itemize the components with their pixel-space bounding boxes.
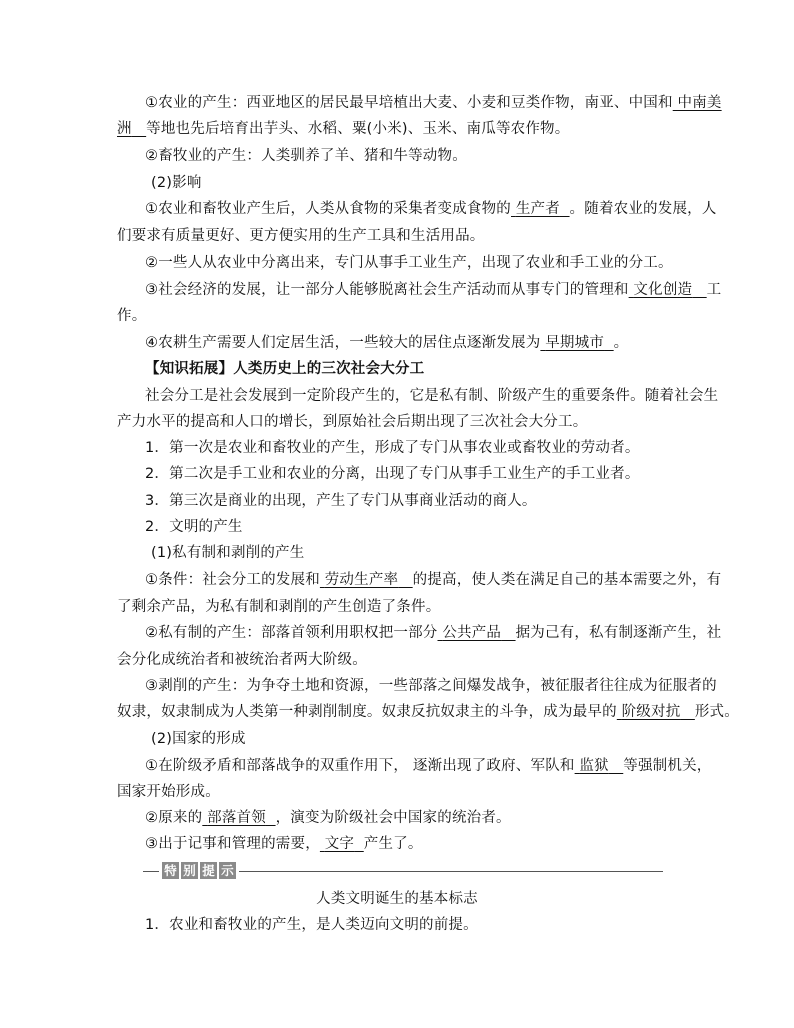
paragraph-animal-husbandry: ②畜牧业的产生：人类驯养了羊、猪和牛等动物。 (145, 148, 467, 164)
answer-blank: 监狱 (579, 758, 609, 774)
paragraph-conditions-cont: 了剩余产品，为私有制和剥削的产生创造了条件。 (117, 599, 441, 615)
paragraph-early-cities: ④农耕生产需要人们定居生活，一些较大的居住点逐渐发展为 早期城市 。 (145, 335, 629, 351)
paragraph-agriculture-origin-cont: 洲 等地也先后培育出芋头、水稻、粟(小米)、玉米、南瓜等农作物。 (117, 121, 570, 137)
knowledge-extension-title: 【知识拓展】人类历史上的三次社会大分工 (145, 361, 425, 377)
answer-blank: 文化创造 (633, 282, 693, 298)
special-tip-banner (143, 862, 663, 882)
paragraph-state-organs: ①在阶级矛盾和部落战争的双重作用下， 逐渐出现了政府、军队和 监狱 等强制机关， (145, 758, 712, 774)
tip-badge-char: 别 (181, 862, 198, 879)
answer-blank: 文字 (324, 836, 355, 852)
heading-state-formation: (2)国家的形成 (151, 731, 246, 747)
answer-blank: 公共产品 (442, 625, 502, 641)
paragraph-exploitation-cont: 奴隶，奴隶制成为人类第一种剥削制度。奴隶反抗奴隶主的斗争，成为最早的 阶级对抗 形式。 (117, 704, 739, 720)
section-civilization-origin: 2．文明的产生 (145, 519, 243, 535)
paragraph-state-organs-cont: 国家开始形成。 (117, 784, 220, 800)
answer-blank: 中南美 (677, 95, 722, 111)
extension-item-1: 1．第一次是农业和畜牧业的产生，形成了专门从事农业或畜牧业的劳动者。 (145, 440, 640, 456)
paragraph-tribal-chiefs: ②原来的 部落首领 ，演变为阶级社会中国家的统治者。 (145, 810, 511, 826)
answer-blank: 生产者 (515, 201, 560, 217)
paragraph-conditions: ①条件：社会分工的发展和 劳动生产率 的提高，使人类在满足自己的基本需要之外，有 (145, 572, 722, 588)
paragraph-private-ownership: ②私有制的产生：部落首领利用职权把一部分 公共产品 据为己有，私有制逐渐产生，社 (145, 625, 722, 641)
paragraph-agriculture-origin: ①农业的产生：西亚地区的居民最早培植出大麦、小麦和豆类作物，南亚、中国和 中南美 (145, 95, 722, 111)
paragraph-culture-creation: ③社会经济的发展，让一部分人能够脱离社会生产活动而从事专门的管理和 文化创造 工 (145, 282, 722, 298)
paragraph-culture-creation-cont: 作。 (117, 308, 147, 324)
tip-badge-char: 提 (200, 862, 217, 879)
answer-blank: 部落首领 (207, 810, 266, 826)
paragraph-division-labor: ②一些人从农业中分离出来，专门从事手工业生产，出现了农业和手工业的分工。 (145, 255, 673, 271)
answer-blank: 早期城市 (545, 335, 605, 351)
paragraph-producer-cont: 们要求有质量更好、更方便实用的生产工具和生活用品。 (117, 228, 485, 244)
special-tip-badge (159, 862, 239, 880)
answer-blank: 劳动生产率 (324, 572, 399, 588)
divider-lead (143, 864, 157, 878)
paragraph-writing: ③出于记事和管理的需要， 文字 产生了。 (145, 836, 423, 852)
extension-intro: 社会分工是社会发展到一定阶段产生的，它是私有制、阶级产生的重要条件。随着社会生 (145, 388, 719, 404)
extension-item-2: 2．第二次是手工业和农业的分离，出现了专门从事手工业生产的手工业者。 (145, 466, 640, 482)
tip-item-1: 1．农业和畜牧业的产生，是人类迈向文明的前提。 (145, 917, 478, 933)
paragraph-producer: ①农业和畜牧业产生后，人类从食物的采集者变成食物的 生产者 。随着农业的发展，人 (145, 201, 717, 217)
heading-private-ownership: (1)私有制和剥削的产生 (151, 545, 305, 561)
paragraph-private-ownership-cont: 会分化成统治者和被统治者两大阶级。 (117, 652, 367, 668)
answer-blank: 洲 (117, 121, 132, 137)
tip-badge-char: 特 (162, 862, 179, 879)
extension-intro-cont: 产力水平的提高和人口的增长，到原始社会后期出现了三次社会大分工。 (117, 414, 588, 430)
tip-title: 人类文明诞生的基本标志 (316, 891, 478, 907)
heading-influence: (2)影响 (151, 175, 202, 191)
extension-item-3: 3．第三次是商业的出现，产生了专门从事商业活动的商人。 (145, 493, 537, 509)
tip-badge-char: 示 (219, 862, 236, 879)
paragraph-exploitation: ③剥削的产生：为争夺土地和资源，一些部落之间爆发战争，被征服者往往成为征服者的 (145, 678, 717, 694)
answer-blank: 阶级对抗 (621, 704, 681, 720)
